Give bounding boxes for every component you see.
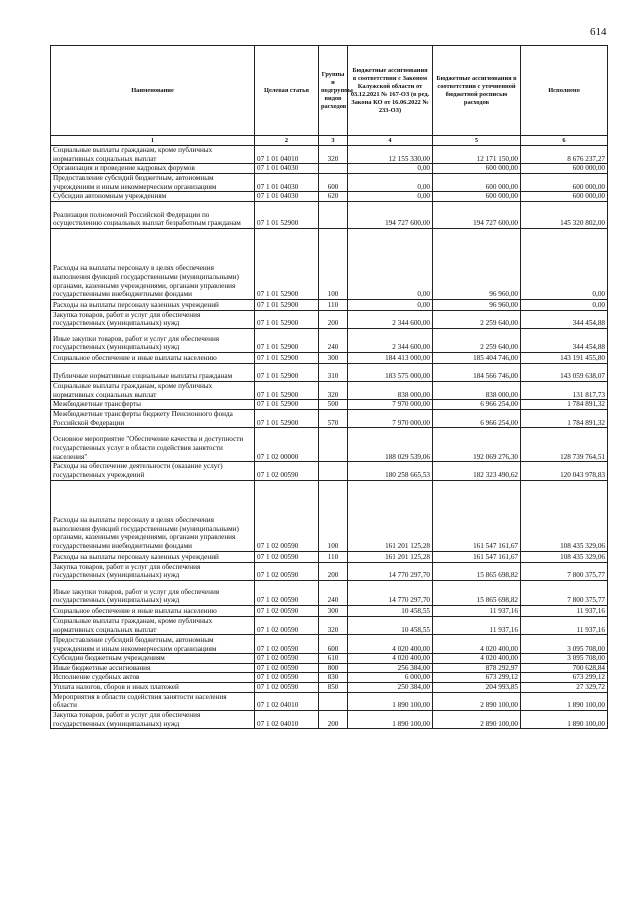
row-expense-group: 100 — [319, 480, 348, 551]
row-name: Расходы на выплаты персоналу казенных учреждений — [51, 551, 255, 562]
row-law-amount: 7 970 000,00 — [348, 410, 433, 428]
row-executed-amount: 143 191 455,80 — [521, 353, 608, 364]
table-row — [51, 673, 608, 683]
column-number: 3 — [319, 136, 348, 146]
column-number: 2 — [255, 136, 319, 146]
row-name: Закупка товаров, работ и услуг для обеспечения государственных (муниципальных) нужд — [51, 711, 255, 729]
table-row — [51, 480, 608, 551]
row-name: Расходы на выплаты персоналу в целях обеспечения выполнения функций государственными (муниципальными) органами, казенными учреждениями, органами управления государственными внебюджетными фондами — [51, 228, 255, 299]
row-law-amount: 4 020 400,00 — [348, 635, 433, 654]
row-target-code: 07 1 02 00590 — [255, 462, 319, 480]
header-target: Целевая статья — [255, 46, 319, 136]
row-executed-amount: 143 059 638,07 — [521, 364, 608, 382]
row-expense-group: 100 — [319, 228, 348, 299]
row-law-amount: 250 384,00 — [348, 683, 433, 693]
row-law-amount: 256 384,00 — [348, 663, 433, 673]
row-refined-amount: 12 171 150,00 — [433, 146, 521, 164]
row-refined-amount: 184 566 746,00 — [433, 364, 521, 382]
row-refined-amount: 673 299,12 — [433, 673, 521, 683]
row-expense-group: 320 — [319, 616, 348, 634]
table-row — [51, 164, 608, 174]
row-refined-amount: 2 259 640,00 — [433, 310, 521, 328]
row-name: Исполнение судебных актов — [51, 673, 255, 683]
row-executed-amount: 27 329,72 — [521, 683, 608, 693]
row-law-amount: 2 344 600,00 — [348, 310, 433, 328]
table-row — [51, 635, 608, 654]
row-executed-amount: 7 800 375,77 — [521, 562, 608, 580]
row-name: Социальные выплаты гражданам, кроме публичных нормативных социальных выплат — [51, 382, 255, 400]
row-target-code: 07 1 02 00590 — [255, 551, 319, 562]
row-expense-group: 200 — [319, 310, 348, 328]
column-number: 1 — [51, 136, 255, 146]
row-executed-amount: 108 435 329,06 — [521, 551, 608, 562]
row-expense-group: 320 — [319, 382, 348, 400]
row-expense-group: 300 — [319, 353, 348, 364]
table-row — [51, 329, 608, 353]
row-target-code: 07 1 01 52900 — [255, 382, 319, 400]
row-law-amount: 0,00 — [348, 173, 433, 191]
column-number-row — [51, 136, 608, 146]
table-row — [51, 192, 608, 202]
table-row — [51, 382, 608, 400]
row-refined-amount: 192 069 276,30 — [433, 428, 521, 462]
row-target-code: 07 1 01 52900 — [255, 228, 319, 299]
row-executed-amount: 0,00 — [521, 299, 608, 310]
row-expense-group: 300 — [319, 605, 348, 616]
row-executed-amount: 344 454,88 — [521, 329, 608, 353]
row-expense-group — [319, 692, 348, 710]
column-number: 4 — [348, 136, 433, 146]
table-row — [51, 683, 608, 693]
row-target-code: 07 1 01 52900 — [255, 353, 319, 364]
table-row — [51, 173, 608, 191]
row-refined-amount: 96 960,00 — [433, 299, 521, 310]
row-law-amount: 0,00 — [348, 164, 433, 174]
row-name: Расходы на выплаты персоналу казенных учреждений — [51, 299, 255, 310]
row-expense-group — [319, 164, 348, 174]
row-target-code: 07 1 01 52900 — [255, 299, 319, 310]
table-row — [51, 616, 608, 634]
table-row — [51, 605, 608, 616]
row-name: Организация и проведение кадровых форумов — [51, 164, 255, 174]
row-expense-group: 200 — [319, 562, 348, 580]
row-refined-amount: 15 865 698,82 — [433, 580, 521, 605]
row-law-amount: 10 458,55 — [348, 616, 433, 634]
table-row — [51, 228, 608, 299]
row-target-code: 07 1 01 52900 — [255, 201, 319, 228]
column-number: 6 — [521, 136, 608, 146]
row-refined-amount: 600 000,00 — [433, 173, 521, 191]
row-name: Публичные нормативные социальные выплаты гражданам — [51, 364, 255, 382]
table-row — [51, 462, 608, 480]
row-refined-amount: 6 966 254,00 — [433, 400, 521, 410]
row-executed-amount: 600 000,00 — [521, 192, 608, 202]
row-target-code: 07 1 01 04010 — [255, 146, 319, 164]
row-target-code: 07 1 01 52900 — [255, 329, 319, 353]
row-refined-amount: 15 865 698,82 — [433, 562, 521, 580]
row-target-code: 07 1 02 00590 — [255, 683, 319, 693]
row-executed-amount: 145 320 802,00 — [521, 201, 608, 228]
row-expense-group: 110 — [319, 299, 348, 310]
row-executed-amount: 7 800 375,77 — [521, 580, 608, 605]
row-name: Иные бюджетные ассигнования — [51, 663, 255, 673]
header-name: Наименование — [51, 46, 255, 136]
row-target-code: 07 1 02 00590 — [255, 654, 319, 664]
row-expense-group: 800 — [319, 663, 348, 673]
row-name: Расходы на выплаты персоналу в целях обеспечения выполнения функций государственными (муниципальными) органами, казенными учреждениями, органами управления государственными внебюджетными фондами — [51, 480, 255, 551]
table-row — [51, 580, 608, 605]
row-executed-amount: 3 095 708,00 — [521, 635, 608, 654]
row-law-amount: 14 770 297,70 — [348, 562, 433, 580]
table-row — [51, 400, 608, 410]
row-target-code: 07 1 02 00590 — [255, 663, 319, 673]
row-refined-amount: 11 937,16 — [433, 616, 521, 634]
row-refined-amount: 4 020 400,00 — [433, 654, 521, 664]
row-executed-amount: 8 676 237,27 — [521, 146, 608, 164]
row-executed-amount: 600 000,00 — [521, 164, 608, 174]
row-name: Субсидии автономным учреждениям — [51, 192, 255, 202]
row-expense-group: 570 — [319, 410, 348, 428]
row-law-amount: 183 575 000,00 — [348, 364, 433, 382]
row-expense-group: 320 — [319, 146, 348, 164]
row-refined-amount: 600 000,00 — [433, 192, 521, 202]
row-law-amount: 2 344 600,00 — [348, 329, 433, 353]
row-name: Предоставление субсидий бюджетным, автономным учреждениям и иным некоммерческим организациям — [51, 173, 255, 191]
row-refined-amount: 2 890 100,00 — [433, 692, 521, 710]
row-target-code: 07 1 01 52900 — [255, 364, 319, 382]
row-target-code: 07 1 02 04010 — [255, 692, 319, 710]
row-refined-amount: 878 292,97 — [433, 663, 521, 673]
row-refined-amount: 11 937,16 — [433, 605, 521, 616]
row-refined-amount: 4 020 400,00 — [433, 635, 521, 654]
row-executed-amount: 673 299,12 — [521, 673, 608, 683]
row-executed-amount: 1 784 891,32 — [521, 410, 608, 428]
table-row — [51, 299, 608, 310]
row-law-amount: 188 029 539,06 — [348, 428, 433, 462]
row-target-code: 07 1 02 00590 — [255, 673, 319, 683]
row-law-amount: 0,00 — [348, 192, 433, 202]
row-law-amount: 1 890 100,00 — [348, 692, 433, 710]
row-refined-amount: 182 323 490,62 — [433, 462, 521, 480]
row-refined-amount: 2 259 640,00 — [433, 329, 521, 353]
row-executed-amount: 11 937,16 — [521, 605, 608, 616]
row-executed-amount: 128 739 764,51 — [521, 428, 608, 462]
row-target-code: 07 1 02 04010 — [255, 711, 319, 729]
row-refined-amount: 2 890 100,00 — [433, 711, 521, 729]
row-law-amount: 6 000,00 — [348, 673, 433, 683]
row-target-code: 07 1 02 00590 — [255, 605, 319, 616]
header-row — [51, 46, 608, 136]
header-refined: Бюджетные ассигнования в соответствии с уточненной бюджетной росписью расходов — [433, 46, 521, 136]
row-refined-amount: 96 960,00 — [433, 228, 521, 299]
row-refined-amount: 161 547 161,67 — [433, 551, 521, 562]
row-name: Межбюджетные трансферты бюджету Пенсионного фонда Российской Федерации — [51, 410, 255, 428]
row-executed-amount: 120 043 978,83 — [521, 462, 608, 480]
row-refined-amount: 194 727 600,00 — [433, 201, 521, 228]
row-name: Социальные выплаты гражданам, кроме публичных нормативных социальных выплат — [51, 616, 255, 634]
row-executed-amount: 1 784 891,32 — [521, 400, 608, 410]
row-law-amount: 14 770 297,70 — [348, 580, 433, 605]
row-name: Расходы на обеспечение деятельности (оказание услуг) государственных учреждений — [51, 462, 255, 480]
row-refined-amount: 185 404 746,00 — [433, 353, 521, 364]
row-expense-group: 240 — [319, 580, 348, 605]
row-law-amount: 184 413 000,00 — [348, 353, 433, 364]
row-name: Социальное обеспечение и иные выплаты населению — [51, 353, 255, 364]
table-row — [51, 310, 608, 328]
table-row — [51, 654, 608, 664]
row-target-code: 07 1 01 52900 — [255, 400, 319, 410]
row-expense-group: 110 — [319, 551, 348, 562]
row-law-amount: 161 201 125,28 — [348, 551, 433, 562]
row-name: Иные закупки товаров, работ и услуг для обеспечения государственных (муниципальных) нужд — [51, 329, 255, 353]
table-row — [51, 364, 608, 382]
row-expense-group — [319, 201, 348, 228]
header-group: Группы и подгруппы видов расходов — [319, 46, 348, 136]
row-executed-amount: 700 628,84 — [521, 663, 608, 673]
row-executed-amount: 131 817,73 — [521, 382, 608, 400]
row-refined-amount: 838 000,00 — [433, 382, 521, 400]
row-name: Уплата налогов, сборов и иных платежей — [51, 683, 255, 693]
table-row — [51, 663, 608, 673]
row-executed-amount: 3 095 708,00 — [521, 654, 608, 664]
row-target-code: 07 1 02 00590 — [255, 562, 319, 580]
row-law-amount: 12 155 330,00 — [348, 146, 433, 164]
row-law-amount: 180 258 665,53 — [348, 462, 433, 480]
column-number: 5 — [433, 136, 521, 146]
table-row — [51, 562, 608, 580]
row-law-amount: 0,00 — [348, 228, 433, 299]
row-expense-group: 600 — [319, 635, 348, 654]
table-row — [51, 353, 608, 364]
row-executed-amount: 344 454,88 — [521, 310, 608, 328]
row-expense-group: 310 — [319, 364, 348, 382]
row-executed-amount: 108 435 329,06 — [521, 480, 608, 551]
row-name: Мероприятия в области содействия занятости населения области — [51, 692, 255, 710]
row-target-code: 07 1 01 04030 — [255, 192, 319, 202]
row-executed-amount: 0,00 — [521, 228, 608, 299]
row-name: Основное мероприятие "Обеспечение качества и доступности государственных услуг в области содействия занятости населения" — [51, 428, 255, 462]
row-target-code: 07 1 01 52900 — [255, 310, 319, 328]
row-target-code: 07 1 02 00000 — [255, 428, 319, 462]
row-name: Субсидии бюджетным учреждениям — [51, 654, 255, 664]
table-row — [51, 711, 608, 729]
row-name: Социальные выплаты гражданам, кроме публичных нормативных социальных выплат — [51, 146, 255, 164]
row-target-code: 07 1 01 04030 — [255, 173, 319, 191]
page-number: 614 — [590, 26, 607, 38]
row-law-amount: 838 000,00 — [348, 382, 433, 400]
row-name: Реализация полномочий Российской Федерации по осуществлению социальных выплат безработным гражданам — [51, 201, 255, 228]
row-law-amount: 4 020 400,00 — [348, 654, 433, 664]
header-executed: Исполнено — [521, 46, 608, 136]
row-executed-amount: 11 937,16 — [521, 616, 608, 634]
table-row — [51, 146, 608, 164]
row-refined-amount: 161 547 161,67 — [433, 480, 521, 551]
row-name: Закупка товаров, работ и услуг для обеспечения государственных (муниципальных) нужд — [51, 562, 255, 580]
row-name: Иные закупки товаров, работ и услуг для обеспечения государственных (муниципальных) нужд — [51, 580, 255, 605]
row-target-code: 07 1 01 04030 — [255, 164, 319, 174]
row-expense-group — [319, 462, 348, 480]
row-expense-group — [319, 428, 348, 462]
row-expense-group: 620 — [319, 192, 348, 202]
table-row — [51, 551, 608, 562]
table-row — [51, 201, 608, 228]
table-row — [51, 692, 608, 710]
row-executed-amount: 1 890 100,00 — [521, 711, 608, 729]
row-expense-group: 610 — [319, 654, 348, 664]
row-expense-group: 500 — [319, 400, 348, 410]
row-executed-amount: 1 890 100,00 — [521, 692, 608, 710]
row-target-code: 07 1 02 00590 — [255, 580, 319, 605]
row-name: Социальное обеспечение и иные выплаты населению — [51, 605, 255, 616]
row-refined-amount: 600 000,00 — [433, 164, 521, 174]
table-row — [51, 410, 608, 428]
table-row — [51, 428, 608, 462]
row-target-code: 07 1 02 00590 — [255, 480, 319, 551]
row-expense-group: 240 — [319, 329, 348, 353]
row-law-amount: 7 970 000,00 — [348, 400, 433, 410]
header-law: Бюджетные ассигнования в соответствии с Законом Калужской области от 03.12.2021 № 167-ОЗ (в ред. Закона КО от 16.06.2022 № 233-ОЗ) — [348, 46, 433, 136]
budget-table — [50, 45, 608, 729]
row-name: Предоставление субсидий бюджетным, автономным учреждениям и иным некоммерческим организациям — [51, 635, 255, 654]
row-law-amount: 10 458,55 — [348, 605, 433, 616]
row-refined-amount: 6 966 254,00 — [433, 410, 521, 428]
row-name: Межбюджетные трансферты — [51, 400, 255, 410]
row-name: Закупка товаров, работ и услуг для обеспечения государственных (муниципальных) нужд — [51, 310, 255, 328]
row-law-amount: 161 201 125,28 — [348, 480, 433, 551]
row-law-amount: 194 727 600,00 — [348, 201, 433, 228]
row-expense-group: 830 — [319, 673, 348, 683]
row-target-code: 07 1 01 52900 — [255, 410, 319, 428]
row-target-code: 07 1 02 00590 — [255, 616, 319, 634]
row-law-amount: 1 890 100,00 — [348, 711, 433, 729]
row-executed-amount: 600 000,00 — [521, 173, 608, 191]
row-target-code: 07 1 02 00590 — [255, 635, 319, 654]
row-expense-group: 200 — [319, 711, 348, 729]
row-expense-group: 850 — [319, 683, 348, 693]
row-law-amount: 0,00 — [348, 299, 433, 310]
row-expense-group: 600 — [319, 173, 348, 191]
row-refined-amount: 204 993,85 — [433, 683, 521, 693]
